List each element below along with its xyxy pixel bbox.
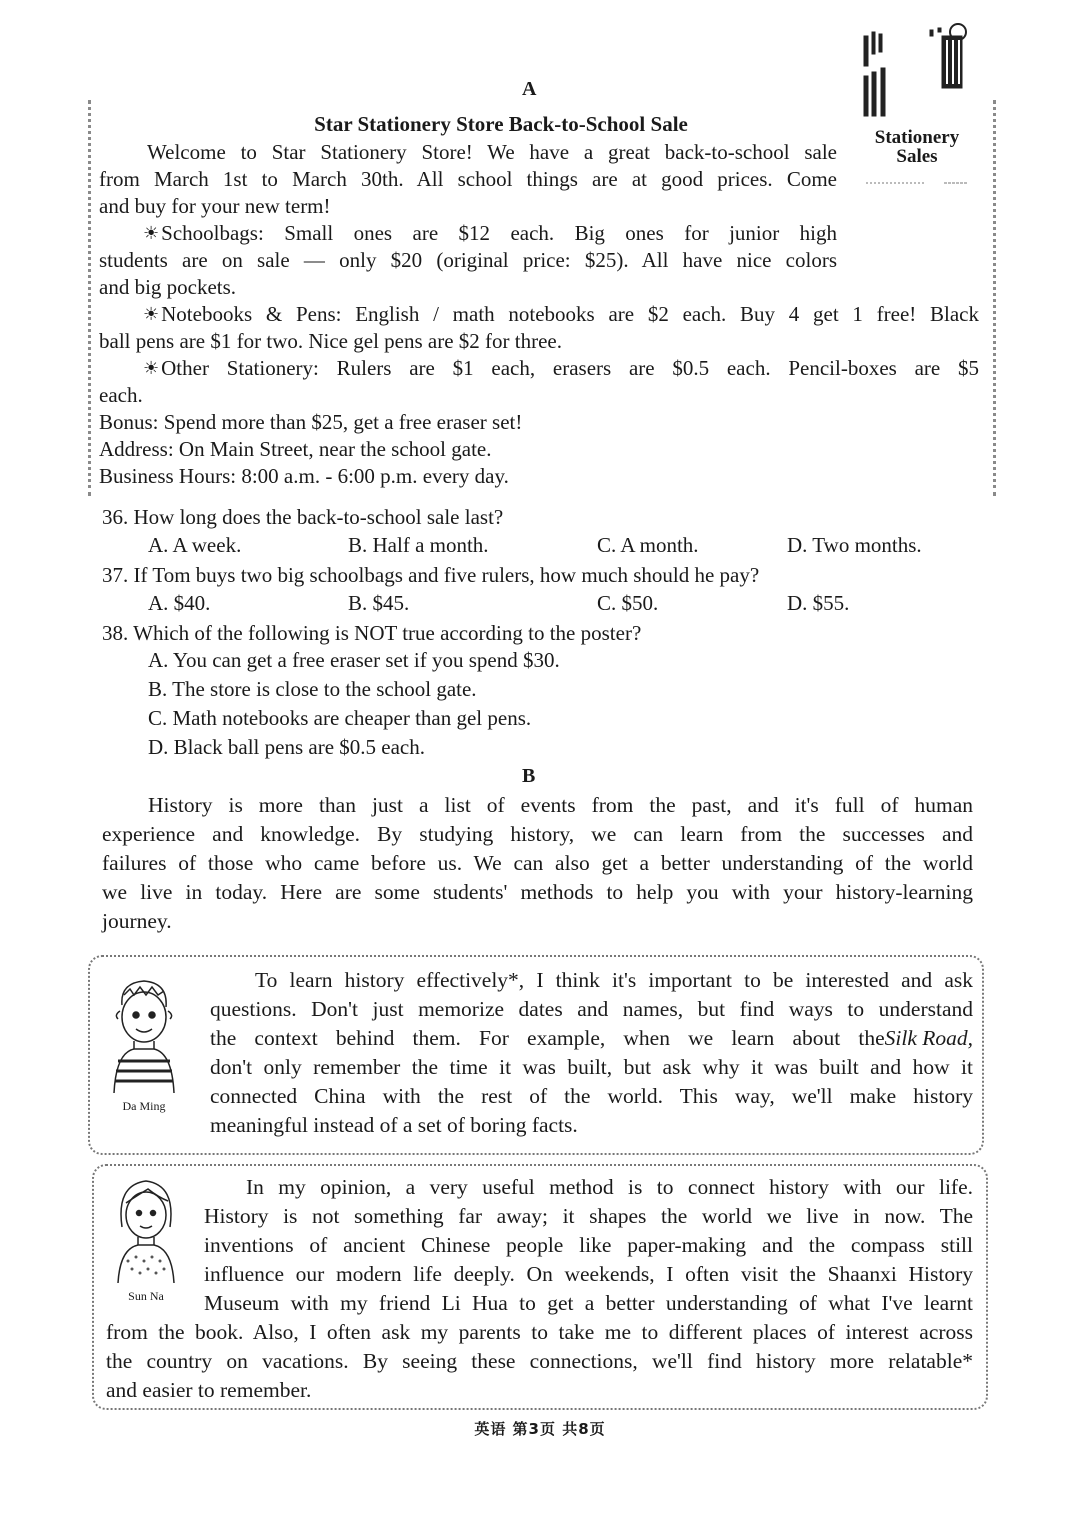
sun-na-avatar	[108, 1175, 184, 1285]
schoolbags-line-3: and big pockets.	[99, 275, 237, 299]
da-ming-line-1: To learn history effectively*, I think it's important to be interested and ask	[255, 968, 973, 992]
q37-option-c: C. $50.	[597, 591, 659, 615]
da-ming-line-3	[210, 1024, 973, 1053]
q37-option-d: D. $55.	[787, 591, 850, 615]
sun-na-line-6: from the book. Also, I often ask my parents to take me to different places of interest across	[106, 1320, 973, 1344]
section-a-letter: A	[522, 78, 537, 100]
question-38-stem: 38. Which of the following is NOT true according to the poster?	[102, 621, 642, 645]
girl-avatar-icon	[108, 1175, 184, 1285]
sun-bullet-icon: ☀	[143, 358, 160, 378]
notebooks-line-1	[143, 301, 979, 328]
poster-hours: Business Hours: 8:00 a.m. - 6:00 p.m. every day.	[99, 464, 509, 488]
question-37-stem: 37. If Tom buys two big schoolbags and five rulers, how much should he pay?	[102, 563, 760, 587]
da-ming-line-4: don't only remember the time it was built, but ask why it was built and how it	[210, 1055, 973, 1079]
sun-bullet-icon: ☀	[143, 304, 160, 324]
poster-bonus: Bonus: Spend more than $25, get a free eraser set!	[99, 410, 523, 434]
q38-option-a: A. You can get a free eraser set if you spend $30.	[148, 648, 560, 672]
other-text-1: Other Stationery: Rulers are $1 each, erasers are $0.5 each. Pencil-boxes are $5	[161, 356, 979, 380]
poster-intro-line-2: from March 1st to March 30th. All school things are at good prices. Come	[99, 167, 837, 191]
question-36-stem: 36. How long does the back-to-school sale last?	[102, 505, 504, 529]
q36-option-d: D. Two months.	[787, 533, 922, 557]
page-footer: 英语 第3页 共8页	[474, 1420, 606, 1438]
logo-text-line-1: Stationery	[874, 127, 960, 148]
notebooks-text-1: Notebooks & Pens: English / math notebooks are $2 each. Buy 4 get 1 free! Black	[161, 302, 979, 326]
q38-option-d: D. Black ball pens are $0.5 each.	[148, 735, 425, 759]
q37-option-b: B. $45.	[348, 591, 410, 615]
logo-text	[858, 128, 976, 166]
sun-na-line-5: Museum with my friend Li Hua to get a better understanding of what I've learnt	[204, 1291, 973, 1315]
poster-address: Address: On Main Street, near the school gate.	[99, 437, 492, 461]
stationery-sales-logo	[858, 18, 988, 188]
q36-option-b: B. Half a month.	[348, 533, 489, 557]
sun-na-caption: Sun Na	[128, 1289, 164, 1303]
sun-bullet-icon: ☀	[143, 223, 160, 243]
b-intro-line-1: History is more than just a list of events from the past, and it's full of human	[148, 793, 973, 817]
silk-road-term: Silk Road,	[884, 1026, 973, 1050]
sun-na-line-3: inventions of ancient Chinese people like paper-making and the compass still	[204, 1233, 973, 1257]
q37-option-a: A. $40.	[148, 591, 211, 615]
other-line-1	[143, 355, 979, 382]
q38-option-b: B. The store is close to the school gate.	[148, 677, 477, 701]
logo-text-line-2: Sales	[896, 146, 938, 167]
schoolbags-line-2: students are on sale — only $20 (original price: $25). All have nice colors	[99, 248, 837, 272]
da-ming-avatar	[104, 975, 184, 1095]
sun-na-line-4: influence our modern life deeply. On weekends, I often visit the Shaanxi History	[204, 1262, 973, 1286]
stationery-tools-icon	[858, 18, 988, 128]
q36-option-c: C. A month.	[597, 533, 699, 557]
sun-na-line-7: the country on vacations. By seeing these connections, we'll find history more relatable*	[106, 1349, 973, 1373]
b-intro-line-2: experience and knowledge. By studying history, we can learn from the successes and	[102, 822, 973, 846]
poster-intro-line-3: and buy for your new term!	[99, 194, 331, 218]
sun-na-line-2: History is not something far away; it shapes the world we live in now. The	[204, 1204, 973, 1228]
da-ming-line-6: meaningful instead of a set of boring facts.	[210, 1113, 578, 1137]
other-line-2: each.	[99, 383, 143, 407]
b-intro-line-5: journey.	[102, 909, 172, 933]
notebooks-line-2: ball pens are $1 for two. Nice gel pens are $2 for three.	[99, 329, 562, 353]
boy-avatar-icon	[104, 975, 184, 1095]
da-ming-line-5: connected China with the rest of the world. This way, we'll make history	[210, 1084, 973, 1108]
da-ming-line-3-text: the context behind them. For example, when we learn about the	[210, 1026, 885, 1050]
poster-title: Star Stationery Store Back-to-School Sale	[314, 112, 688, 136]
schoolbags-text-1: Schoolbags: Small ones are $12 each. Big ones for junior high	[161, 221, 837, 245]
b-intro-line-4: we live in today. Here are some students' methods to help you with your history-learning	[102, 880, 973, 904]
schoolbags-line-1	[143, 220, 837, 247]
q36-option-a: A. A week.	[148, 533, 242, 557]
poster-intro-line-1: Welcome to Star Stationery Store! We have a great back-to-school sale	[147, 140, 837, 164]
b-intro-line-3: failures of those who came before us. We can also get a better understanding of the world	[102, 851, 973, 875]
logo-small-print-decoration	[864, 180, 974, 188]
q38-option-c: C. Math notebooks are cheaper than gel pens.	[148, 706, 532, 730]
sun-na-line-1: In my opinion, a very useful method is to connect history with our life.	[246, 1175, 973, 1199]
section-b-letter: B	[522, 765, 536, 787]
da-ming-caption: Da Ming	[122, 1099, 166, 1113]
da-ming-line-2: questions. Don't just memorize dates and names, but find ways to understand	[210, 997, 973, 1021]
sun-na-line-8: and easier to remember.	[106, 1378, 312, 1402]
